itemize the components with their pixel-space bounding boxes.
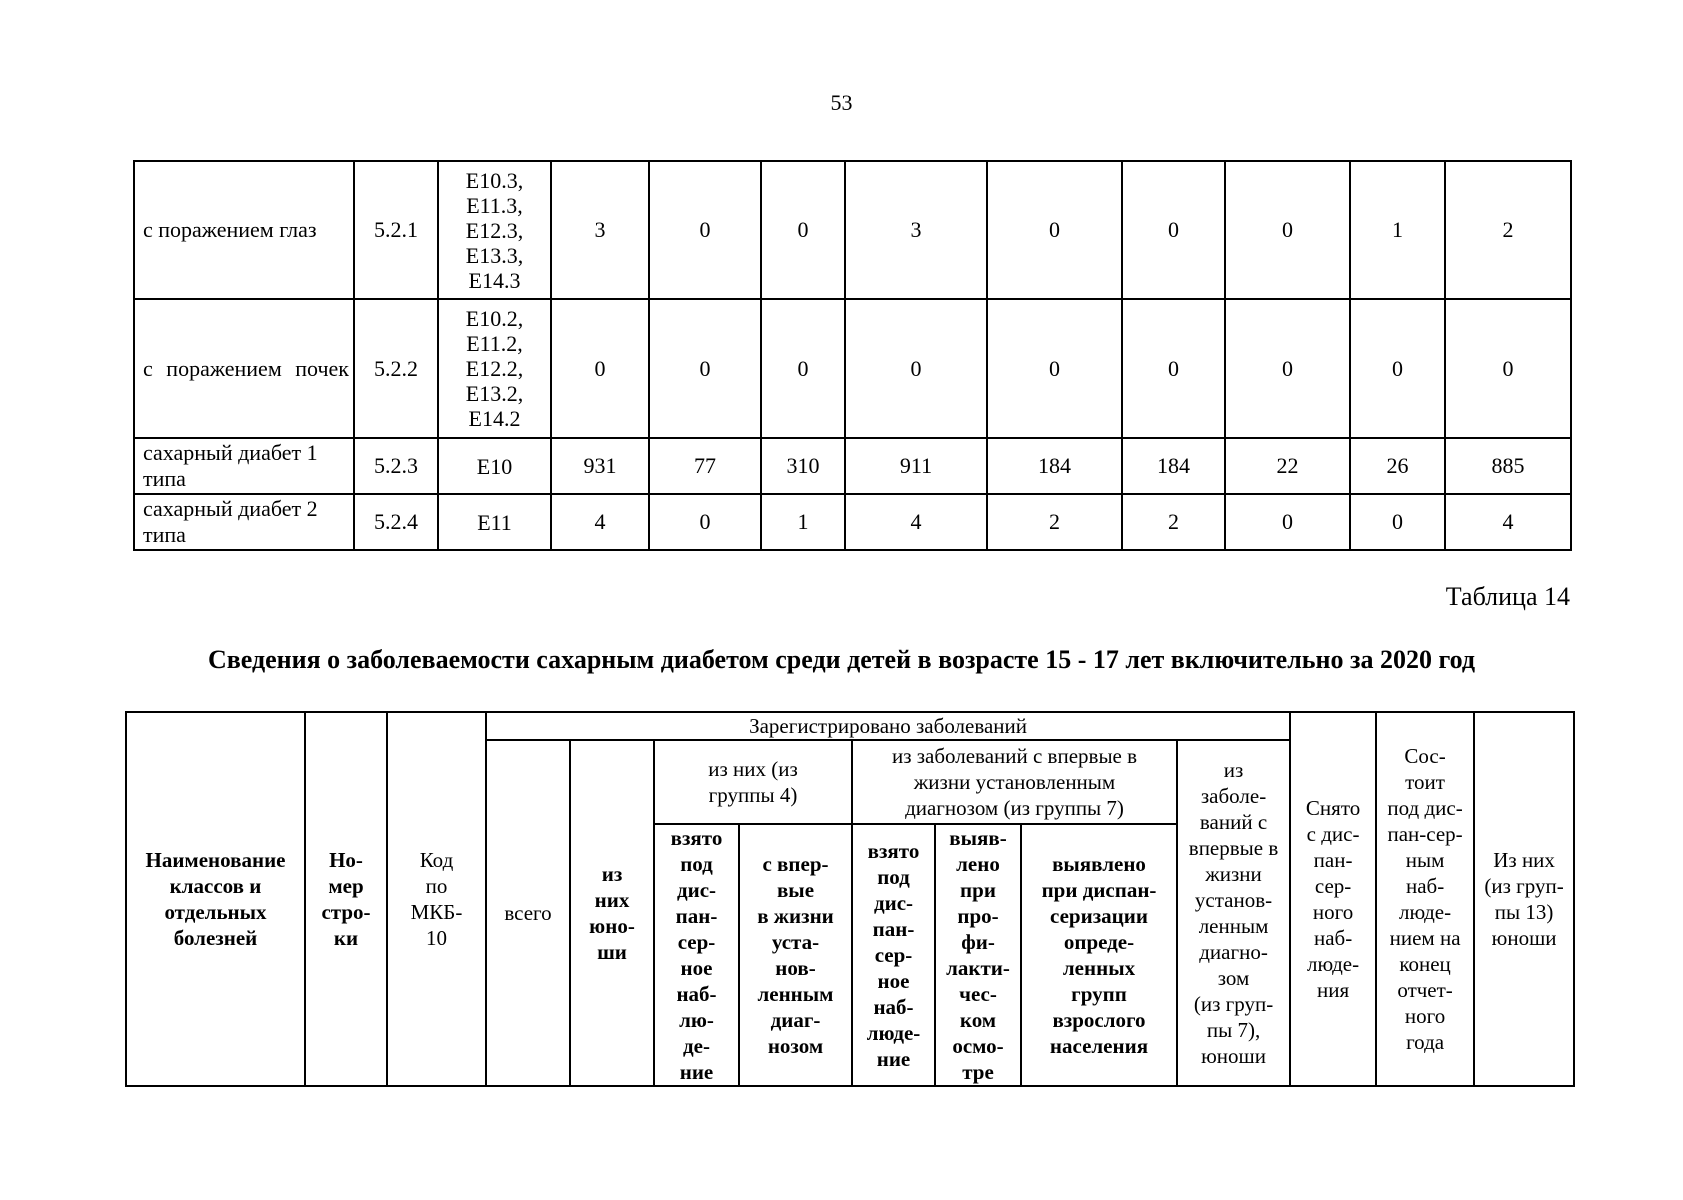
cell-value: 0 bbox=[1225, 494, 1350, 550]
cell-value: 0 bbox=[649, 299, 761, 438]
cell-value: 3 bbox=[845, 161, 987, 299]
cell-value: 310 bbox=[761, 438, 845, 494]
header-of-group13-boys: Из них (из груп- пы 13) юноши bbox=[1474, 712, 1574, 1086]
row-name: сахарный диабет 2 типа bbox=[134, 494, 354, 550]
cell-value: 0 bbox=[987, 299, 1122, 438]
header-under-observation: Сос- тоит под дис- пан-сер- ным наб- люде- нием на конец отчет- ного года bbox=[1376, 712, 1474, 1086]
cell-value: 0 bbox=[1350, 494, 1445, 550]
row-number: 5.2.1 bbox=[354, 161, 438, 299]
header-of-group7: из заболеваний с впервые в жизни установленным диагнозом (из группы 7) bbox=[852, 740, 1177, 824]
cell-value: 2 bbox=[1122, 494, 1225, 550]
cell-value: 0 bbox=[1225, 161, 1350, 299]
row-name: с поражением глаз bbox=[134, 161, 354, 299]
cell-value: 0 bbox=[1122, 299, 1225, 438]
row-number: 5.2.4 bbox=[354, 494, 438, 550]
header-of-group4: из них (из группы 4) bbox=[654, 740, 852, 824]
cell-value: 2 bbox=[987, 494, 1122, 550]
cell-value: 0 bbox=[1350, 299, 1445, 438]
header-removed: Снято с дис- пан- сер- ного наб- люде- ния bbox=[1290, 712, 1376, 1086]
page-number: 53 bbox=[830, 90, 853, 115]
header-g7-prophylactic: выяв- лено при про- фи- лакти- чес- ком осмо- тре bbox=[935, 824, 1021, 1086]
cell-value: 0 bbox=[761, 299, 845, 438]
cell-value: 3 bbox=[551, 161, 649, 299]
table-14-header bbox=[125, 711, 1575, 1087]
header-disease-name: Наименование классов и отдельных болезней bbox=[126, 712, 305, 1086]
row-number: 5.2.2 bbox=[354, 299, 438, 438]
cell-value: 1 bbox=[761, 494, 845, 550]
table-label: Таблица 14 bbox=[1445, 582, 1570, 611]
header-registered: Зарегистрировано заболеваний bbox=[486, 712, 1290, 740]
cell-value: 4 bbox=[1445, 494, 1571, 550]
cell-value: 77 bbox=[649, 438, 761, 494]
cell-value: 2 bbox=[1445, 161, 1571, 299]
cell-value: 0 bbox=[845, 299, 987, 438]
cell-value: 0 bbox=[1445, 299, 1571, 438]
cell-value: 0 bbox=[649, 161, 761, 299]
row-number: 5.2.3 bbox=[354, 438, 438, 494]
table-row bbox=[134, 161, 1571, 299]
row-icd-codes: E10 bbox=[438, 438, 551, 494]
header-g7-dispensary: выявлено при диспан- серизации опреде- ленных групп взрослого населения bbox=[1021, 824, 1177, 1086]
cell-value: 184 bbox=[1122, 438, 1225, 494]
row-icd-codes: E11 bbox=[438, 494, 551, 550]
table-row bbox=[134, 299, 1571, 438]
header-of-first-diagnosed-boys: из заболе- ваний с впервые в жизни установ- ленным диагно- зом (из груп- пы 7), юноши bbox=[1177, 740, 1290, 1086]
header-boys: из них юно- ши bbox=[570, 740, 654, 1086]
cell-value: 931 bbox=[551, 438, 649, 494]
cell-value: 0 bbox=[649, 494, 761, 550]
cell-value: 4 bbox=[551, 494, 649, 550]
header-total: всего bbox=[486, 740, 570, 1086]
row-icd-codes: E10.3, E11.3, E12.3, E13.3, E14.3 bbox=[438, 161, 551, 299]
row-icd-codes: E10.2, E11.2, E12.2, E13.2, E14.2 bbox=[438, 299, 551, 438]
row-name: сахарный диабет 1 типа bbox=[134, 438, 354, 494]
table-title: Сведения о заболеваемости сахарным диабетом среди детей в возрасте 15 - 17 лет включительно за 2020 год bbox=[207, 645, 1476, 674]
cell-value: 911 bbox=[845, 438, 987, 494]
cell-value: 0 bbox=[1122, 161, 1225, 299]
cell-value: 0 bbox=[761, 161, 845, 299]
continued-data-table bbox=[133, 160, 1572, 551]
header-g4-first-diagnosed: с впер- вые в жизни уста- нов- ленным диаг- нозом bbox=[739, 824, 852, 1086]
table-row bbox=[134, 438, 1571, 494]
cell-value: 1 bbox=[1350, 161, 1445, 299]
header-icd-code: Код по МКБ- 10 bbox=[387, 712, 486, 1086]
cell-value: 4 bbox=[845, 494, 987, 550]
cell-value: 0 bbox=[1225, 299, 1350, 438]
cell-value: 184 bbox=[987, 438, 1122, 494]
cell-value: 885 bbox=[1445, 438, 1571, 494]
cell-value: 22 bbox=[1225, 438, 1350, 494]
header-g7-taken: взято под дис- пан- сер- ное наб- люде- ние bbox=[852, 824, 935, 1086]
row-name-text: с поражением почек bbox=[143, 355, 349, 381]
cell-value: 0 bbox=[551, 299, 649, 438]
row-name bbox=[134, 299, 354, 438]
cell-value: 26 bbox=[1350, 438, 1445, 494]
header-row-number: Но- мер стро- ки bbox=[305, 712, 387, 1086]
table-row bbox=[134, 494, 1571, 550]
cell-value: 0 bbox=[987, 161, 1122, 299]
header-g4-taken: взято под дис- пан- сер- ное наб- лю- де- ние bbox=[654, 824, 739, 1086]
